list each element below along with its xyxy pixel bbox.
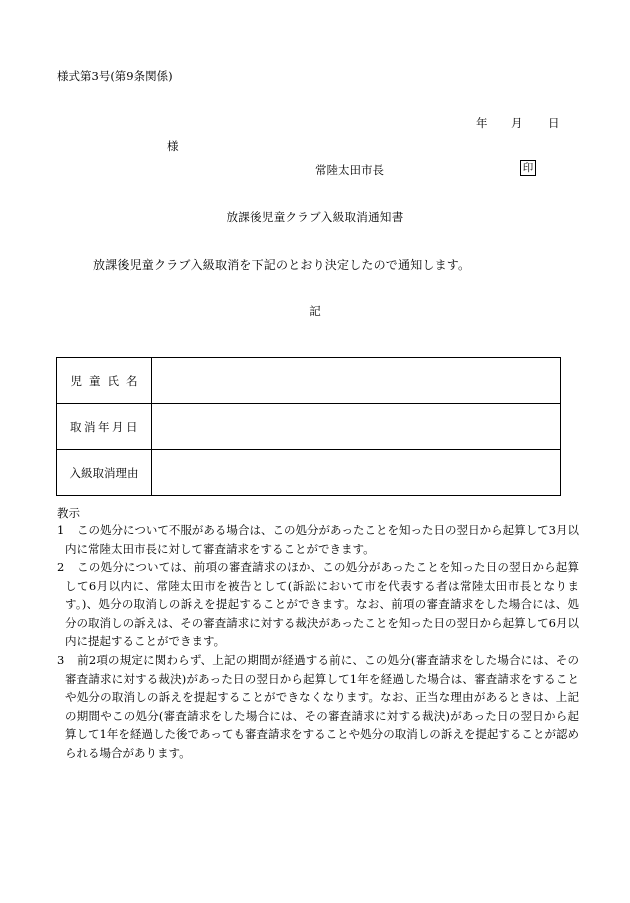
child-name-value[interactable] (152, 358, 561, 404)
seal-mark: 印 (520, 160, 536, 176)
document-title: 放課後児童クラブ入級取消通知書 (226, 210, 404, 224)
table-row (57, 404, 561, 450)
notice-item-number: 3 (57, 653, 65, 667)
child-name-label: 児童氏名 (57, 358, 152, 404)
notice-item (57, 521, 579, 558)
notice-item-text: 前2項の規定に関わらず、上記の期間が経過する前に、この処分(審査請求をした場合には、その審査請求に対する裁決)があった日の翌日から起算して1年を経過した場合は、審査請求をすることや処分の取消しの訴えを提起することができなくなります。なお、正当な理由があるときは、上記の期間やこの処分(審査請求をした場合には、その審査請求に対する裁決)があった日の翌日から起算して1年を経過した後であっても審査請求をすることや処分の取消しの訴えを提起することが認められる場合があります。 (65, 653, 579, 760)
table-row (57, 358, 561, 404)
date-month-label: 月 (511, 116, 523, 130)
date-year-label: 年 (476, 116, 488, 130)
form-number: 様式第3号(第9条関係) (57, 69, 173, 83)
issuer-name: 常陸太田市長 (315, 163, 384, 177)
recipient-honorific: 様 (167, 139, 179, 153)
ki-mark: 記 (309, 304, 321, 318)
notice-item-text: この処分について不服がある場合は、この処分があったことを知った日の翌日から起算して3月以内に常陸太田市長に対して審査請求をすることができます。 (65, 523, 579, 556)
lead-text: 放課後児童クラブ入級取消を下記のとおり決定したので通知します。 (93, 258, 471, 272)
notice-item (57, 651, 579, 763)
date-day-label: 日 (548, 116, 560, 130)
notice-item-number: 2 (57, 560, 65, 574)
cancel-date-value[interactable] (152, 404, 561, 450)
cancel-reason-label: 入級取消理由 (57, 450, 152, 496)
notice-item-text: この処分については、前項の審査請求のほか、この処分があったことを知った日の翌日から起算して6月以内に、常陸太田市を被告として(訴訟において市を代表する者は常陸太田市長となります。)、処分の取消しの訴えを提起することができます。なお、前項の審査請求をした場合には、処分の取消しの訴えは、その審査請求に対する裁決があったことを知った日の翌日から起算して6月以内に提起することができます。 (65, 560, 579, 649)
info-table (56, 357, 561, 496)
cancel-date-label: 取消年月日 (57, 404, 152, 450)
notice-item (57, 558, 579, 651)
notice-heading: 教示 (57, 506, 80, 520)
table-row (57, 450, 561, 496)
notice-item-number: 1 (57, 523, 65, 537)
cancel-reason-value[interactable] (152, 450, 561, 496)
